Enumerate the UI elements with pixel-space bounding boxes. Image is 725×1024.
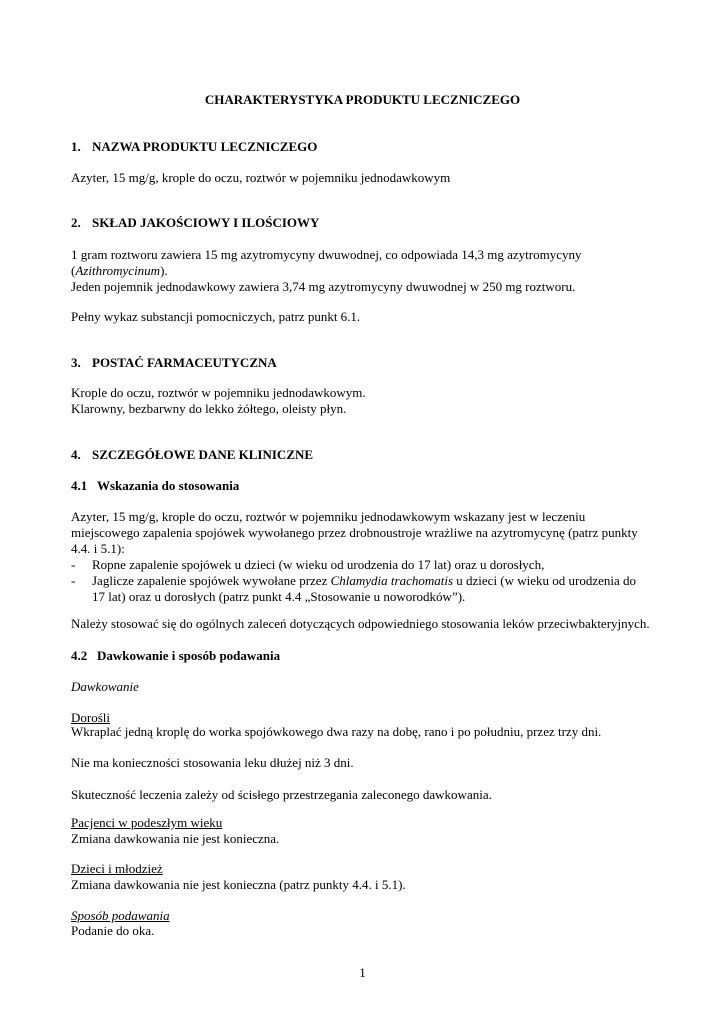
- administration-label: Sposób podawania: [71, 908, 170, 923]
- section-2-heading: [71, 215, 319, 231]
- section-4-heading: [71, 447, 313, 463]
- section-4-title: SZCZEGÓŁOWE DANE KLINICZNE: [92, 447, 314, 462]
- paren-close: ).: [160, 263, 168, 278]
- bullet-item-2: [71, 573, 636, 589]
- bullet-dash: -: [71, 573, 76, 588]
- section-4-2-title: Dawkowanie i sposób podawania: [97, 648, 281, 663]
- bullet-dash: -: [71, 557, 76, 572]
- duration-text: Nie ma konieczności stosowania leku dłużej niż 3 dni.: [71, 755, 354, 770]
- adults-label: Dorośli: [71, 710, 110, 725]
- section-4-2-heading: [71, 648, 280, 664]
- section-4-2-number: 4.2: [71, 648, 88, 663]
- product-name-text: Azyter, 15 mg/g, krople do oczu, roztwór w pojemniku jednodawkowym: [71, 170, 451, 185]
- composition-line-2: [71, 263, 168, 279]
- children-label: Dzieci i młodzież: [71, 861, 163, 876]
- indications-line-3: 4.4. i 5.1):: [71, 541, 125, 556]
- section-1-heading: [71, 139, 317, 155]
- section-2-title: SKŁAD JAKOŚCIOWY I ILOŚCIOWY: [92, 215, 320, 230]
- elderly-label: Pacjenci w podeszłym wieku: [71, 815, 223, 830]
- bullet-item-1: [71, 557, 544, 573]
- section-3-heading: [71, 355, 277, 371]
- bullet-text-2-post: u dzieci (w wieku od urodzenia do: [453, 573, 637, 588]
- excipients-text: Pełny wykaz substancji pomocniczych, patrz punkt 6.1.: [71, 309, 361, 324]
- bullet-item-2-continuation: 17 lat) oraz u dorosłych (patrz punkt 4.4 „Stosowanie u noworodków”).: [92, 589, 466, 604]
- elderly-text: Zmiana dawkowania nie jest konieczna.: [71, 831, 280, 846]
- administration-text: Podanie do oka.: [71, 923, 155, 938]
- form-line-2: Klarowny, bezbarwny do lekko żółtego, oleisty płyn.: [71, 401, 347, 416]
- section-1-number: 1.: [71, 139, 81, 154]
- form-line-1: Krople do oczu, roztwór w pojemniku jednodawkowym.: [71, 385, 366, 400]
- dosage-subheading: Dawkowanie: [71, 679, 139, 694]
- paren-open: (: [71, 263, 76, 278]
- section-4-number: 4.: [71, 447, 81, 462]
- composition-line-3: Jeden pojemnik jednodawkowy zawiera 3,74 mg azytromycyny dwuwodnej w 250 mg roztworu.: [71, 279, 576, 294]
- antibacterial-guidance-text: Należy stosować się do ogólnych zaleceń dotyczących odpowiedniego stosowania leków przeciwbakteryjnych.: [71, 616, 650, 631]
- section-4-1-number: 4.1: [71, 478, 88, 493]
- section-4-1-heading: [71, 478, 239, 494]
- section-3-number: 3.: [71, 355, 81, 370]
- latin-name: Azithromycinum: [75, 263, 161, 278]
- bullet-text-2-pre: Jaglicze zapalenie spojówek wywołane przez: [92, 573, 331, 588]
- section-1-title: NAZWA PRODUKTU LECZNICZEGO: [92, 139, 318, 154]
- composition-line-1: 1 gram roztworu zawiera 15 mg azytromycyny dwuwodnej, co odpowiada 14,3 mg azytromycyny: [71, 247, 582, 262]
- section-4-1-title: Wskazania do stosowania: [97, 478, 240, 493]
- adults-text: Wkraplać jedną kroplę do worka spojówkowego dwa razy na dobę, rano i po południu, przez trzy dni.: [71, 724, 602, 739]
- bullet-text-1: Ropne zapalenie spojówek u dzieci (w wieku od urodzenia do 17 lat) oraz u dorosłych,: [92, 557, 545, 572]
- children-text: Zmiana dawkowania nie jest konieczna (patrz punkty 4.4. i 5.1).: [71, 877, 406, 892]
- section-3-title: POSTAĆ FARMACEUTYCZNA: [92, 355, 277, 370]
- section-2-number: 2.: [71, 215, 81, 230]
- effectiveness-text: Skuteczność leczenia zależy od ścisłego przestrzegania zaleconego dawkowania.: [71, 787, 492, 802]
- page-number: 1: [359, 965, 366, 980]
- bullet-text-2-italic: Chlamydia trachomatis: [330, 573, 454, 588]
- indications-line-1: Azyter, 15 mg/g, krople do oczu, roztwór w pojemniku jednodawkowym wskazany jest w leczeniu: [71, 509, 586, 524]
- indications-line-2: miejscowego zapalenia spojówek wywołanego przez drobnoustroje wrażliwe na azytromycynę (patrz punkty: [71, 525, 638, 540]
- document-title: CHARAKTERYSTYKA PRODUKTU LECZNICZEGO: [204, 92, 521, 107]
